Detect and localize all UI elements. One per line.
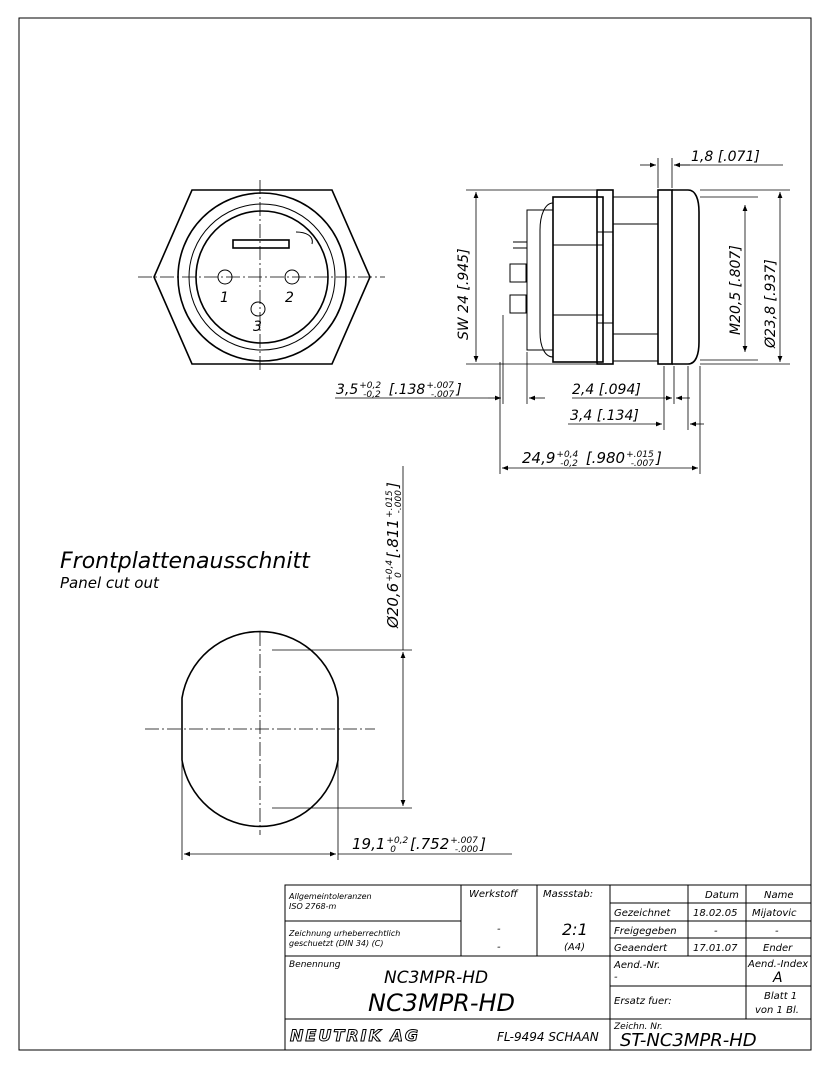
tb-material-label: Werkstoff bbox=[469, 889, 518, 900]
pin-3-contact bbox=[251, 302, 265, 316]
dim-cutout-width-text: $19,1^{+0,2}$ 0 [$.752^{+.007}$ -.000 ] bbox=[352, 835, 487, 855]
threaded-body bbox=[553, 197, 603, 362]
tb-paper-size: (A4) bbox=[564, 942, 586, 953]
tb-drawn-name: Mijatovic bbox=[752, 908, 797, 919]
sheet-border bbox=[19, 18, 811, 1050]
dim-cutout-height-text: $Ø20,6^{+0,4}0[.811^{+.015}-.000]$ bbox=[384, 482, 404, 628]
tb-change-index-label: Aend.-Index bbox=[748, 959, 809, 970]
dim-panel-depth-text: $3,5^{+0,2}$ -0,2 [$.138^{+.007}$ -.007 ] bbox=[336, 381, 462, 400]
hex-nut-side bbox=[597, 190, 613, 364]
dim-overall-text: $24,9^{+0,4}$ -0,2 [$.980^{+.015}$ -.007 ] bbox=[522, 449, 662, 469]
tb-change-no-value: - bbox=[614, 972, 618, 983]
pin-label-1: 1 bbox=[220, 290, 229, 306]
tb-drawing-no-label: Zeichn. Nr. bbox=[614, 1022, 663, 1032]
tb-date-header: Datum bbox=[705, 890, 739, 901]
tb-drawn-label: Gezeichnet bbox=[614, 908, 671, 919]
panel-zone bbox=[613, 197, 658, 361]
tb-change-index-value: A bbox=[773, 970, 783, 986]
tb-description-line2: NC3MPR-HD bbox=[368, 989, 516, 1017]
tb-general-tolerances-label: Allgemeintoleranzen bbox=[289, 892, 372, 901]
tb-drawn-date: 18.02.05 bbox=[693, 908, 738, 919]
side-view bbox=[335, 149, 790, 474]
tb-approved-name: - bbox=[775, 926, 779, 937]
dim-thread-text: M20,5 [.807] bbox=[728, 245, 744, 335]
dim-diameter-text: Ø23,8 [.937] bbox=[763, 259, 779, 348]
tb-scale-value: 2:1 bbox=[562, 920, 588, 939]
tb-replacement-label: Ersatz fuer: bbox=[614, 996, 672, 1007]
panel-cutout bbox=[60, 466, 512, 860]
title-block bbox=[285, 885, 811, 1051]
front-view bbox=[138, 180, 385, 372]
tb-changed-name: Ender bbox=[763, 943, 793, 954]
solder-pin-bottom bbox=[510, 295, 526, 313]
dim-flange-thickness-text: 1,8 [.071] bbox=[691, 149, 760, 165]
dim-flange-depth-a-text: 2,4 [.094] bbox=[572, 382, 641, 398]
tb-name-header: Name bbox=[764, 890, 794, 901]
tb-copyright-line1: Zeichnung urheberrechtlich bbox=[289, 929, 401, 938]
pin-label-3: 3 bbox=[253, 319, 262, 335]
pin-label-2: 2 bbox=[285, 290, 294, 306]
tb-sheet-line2: von 1 Bl. bbox=[755, 1005, 799, 1016]
tb-material-value2: - bbox=[497, 942, 501, 953]
dim-flange-depth-b-text: 3,4 [.134] bbox=[570, 408, 639, 424]
latch-hook bbox=[296, 232, 312, 244]
cutout-title-en: Panel cut out bbox=[60, 574, 159, 592]
cutout-title-de: Frontplattenausschnitt bbox=[60, 549, 310, 574]
dim-sw24-text: SW 24 [.945] bbox=[456, 248, 472, 340]
tb-change-no-label: Aend.-Nr. bbox=[614, 960, 661, 971]
latch-slot bbox=[233, 240, 289, 248]
tb-drawing-no-value: ST-NC3MPR-HD bbox=[620, 1030, 757, 1051]
tb-description-label: Benennung bbox=[289, 960, 341, 970]
tb-sheet-line1: Blatt 1 bbox=[764, 991, 798, 1002]
tb-changed-label: Geaendert bbox=[614, 943, 668, 954]
company-logo: NEUTRIK AG bbox=[290, 1026, 420, 1045]
tb-scale-label: Massstab: bbox=[543, 889, 594, 900]
front-flange bbox=[658, 190, 672, 364]
tb-changed-date: 17.01.07 bbox=[693, 943, 738, 954]
tb-description-line1: NC3MPR-HD bbox=[384, 968, 489, 988]
tb-general-tolerances-value: ISO 2768-m bbox=[289, 902, 337, 911]
solder-pin-middle bbox=[510, 264, 526, 282]
front-cap bbox=[672, 190, 699, 364]
tb-approved-date: - bbox=[714, 926, 718, 937]
tb-company-address: FL-9494 SCHAAN bbox=[497, 1030, 599, 1044]
tb-material-value1: - bbox=[497, 924, 501, 935]
tb-copyright-line2: geschuetzt (DIN 34) (C) bbox=[289, 939, 384, 948]
tb-approved-label: Freigegeben bbox=[614, 926, 677, 937]
